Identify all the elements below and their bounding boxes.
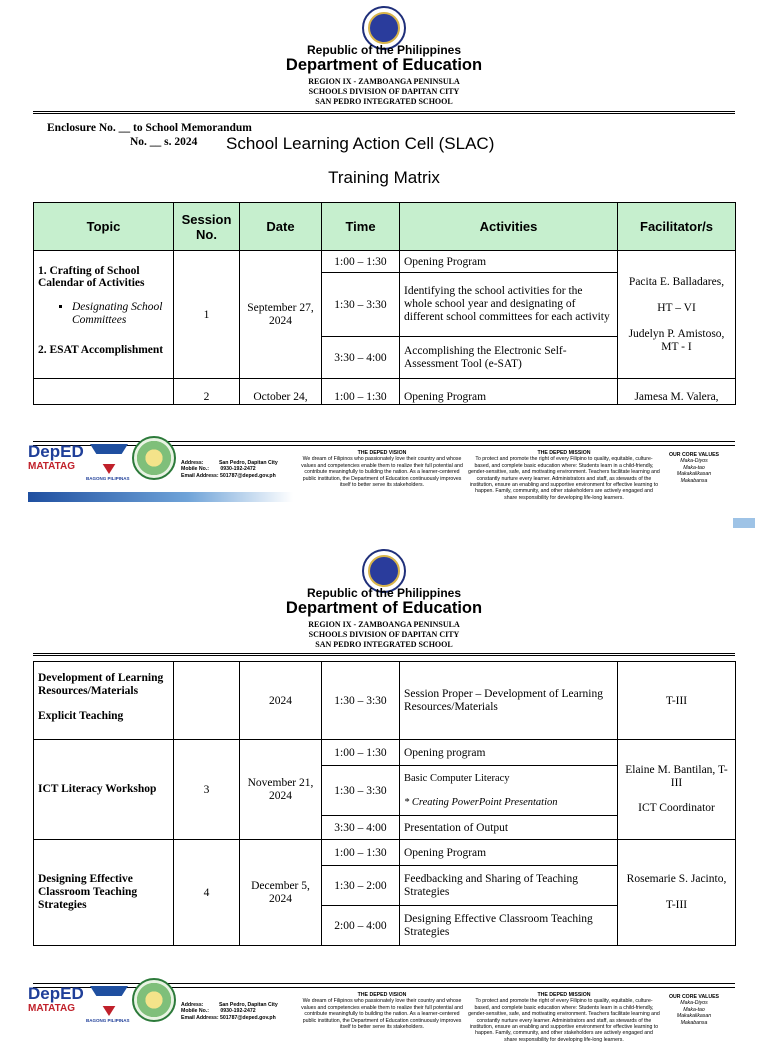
bagong-pilipinas-label: BAGONG PILIPINAS [86, 1018, 130, 1023]
enclosure-line1: Enclosure No. __ to School Memorandum [47, 122, 252, 134]
mobile-label: Mobile No.: [181, 466, 209, 473]
mission-title: THE DEPED MISSION [537, 450, 591, 456]
enclosure-line2: No. __ s. 2024 [130, 136, 198, 148]
vision-block [298, 992, 466, 1030]
mobile-value: 0930-192-2472 [220, 466, 256, 473]
core-values-title: OUR CORE VALUES [668, 994, 720, 1000]
session4-number: 4 [174, 840, 240, 946]
email-value: 501787@deped.gov.ph [220, 472, 276, 479]
vision-block [298, 450, 466, 488]
time-cell: 3:30 – 4:00 [322, 337, 400, 379]
mobile-value: 0930-192-2472 [220, 1008, 256, 1015]
session1-topic1: 1. Crafting of School Calendar of Activities [38, 265, 145, 289]
mission-text: To protect and promote the right of every Filipino to quality, equitable, culture-based, and complete basic education where: Students learn in a child-friendly, gender-sensitive, safe, and motivating environment. Teachers facilitate learning and constantly nurture every learner. Administrators and staff, as stewards of the institution, ensure an enabling and supportive environment for effective learning to happen. Family, community, and other stakeholders are actively engaged and share responsibility for developing life-long learners. [468, 456, 660, 501]
core-value: Makakalikasan [676, 1013, 712, 1020]
time-cell: 1:30 – 3:30 [322, 273, 400, 337]
facilitator-name: Rosemarie S. Jacinto, [626, 873, 727, 885]
core-values-title: OUR CORE VALUES [668, 452, 720, 458]
division-label: SCHOOLS DIVISION OF DAPITAN CITY [308, 630, 460, 639]
facilitator-role: HT – VI [657, 301, 696, 314]
col-session: Session No. [174, 203, 240, 251]
table-row [34, 840, 736, 866]
header-divider [33, 111, 735, 115]
department-title: Department of Education [285, 599, 483, 617]
activity-cell: Presentation of Output [400, 816, 618, 840]
facilitator-name: Judelyn P. Amistoso, MT - I [628, 327, 725, 353]
mobile-label: Mobile No.: [181, 1008, 209, 1015]
core-value: Makabansa [680, 1019, 708, 1026]
session2-topic1: Development of Learning Resources/Materials [38, 672, 164, 697]
training-matrix-table [33, 202, 736, 405]
activity-cell: Session Proper – Development of Learning Resources/Materials [400, 662, 618, 740]
core-value: Makakalikasan [676, 471, 712, 478]
facilitator-role: ICT Coordinator [638, 802, 715, 814]
core-value: Maka-tao [683, 1006, 705, 1013]
core-values-block [664, 994, 724, 1026]
activity-text: Basic Computer Literacy [404, 773, 510, 784]
school-label: SAN PEDRO INTEGRATED SCHOOL [315, 97, 453, 106]
deped-logo: DepED [28, 984, 84, 1003]
deped-logo: DepED [28, 442, 84, 461]
republic-label: Republic of the Philippines [306, 43, 461, 57]
core-value: Makabansa [680, 477, 708, 484]
table-row [34, 662, 736, 740]
col-date: Date [240, 203, 322, 251]
bagong-pilipinas-label: BAGONG PILIPINAS [86, 476, 130, 481]
region-label: REGION IX - ZAMBOANGA PENINSULA [308, 620, 460, 629]
session1-topic-cell [34, 251, 174, 379]
session4-date: December 5, 2024 [240, 840, 322, 946]
activity-cell: Opening Program [400, 379, 618, 405]
activity-cell: Opening Program [400, 840, 618, 866]
session1-topic2: 2. ESAT Accomplishment [38, 344, 164, 356]
session3-date: November 21, 2024 [240, 740, 322, 840]
session1-bullets [72, 301, 169, 327]
matatag-logo: MATATAG [28, 1003, 76, 1014]
address-value: San Pedro, Dapitan City [218, 1002, 278, 1008]
time-cell: 1:00 – 1:30 [322, 740, 400, 766]
session3-facilitators [618, 740, 736, 840]
time-cell: 1:00 – 1:30 [322, 251, 400, 273]
activity-cell: Opening program [400, 740, 618, 766]
slac-title: School Learning Action Cell (SLAC) [226, 134, 495, 153]
republic-label: Republic of the Philippines [306, 586, 461, 600]
table-header-row [34, 203, 736, 251]
mission-title: THE DEPED MISSION [537, 992, 591, 998]
facilitator-name: Pacita E. Balladares, [628, 275, 725, 288]
header-divider [33, 653, 735, 657]
table-row [34, 379, 736, 405]
address-label: Address: [181, 460, 204, 466]
session3-topic: ICT Literacy Workshop [34, 740, 174, 840]
session3-number: 3 [174, 740, 240, 840]
session2-topic-cell [34, 662, 174, 740]
contact-block [181, 1002, 301, 1021]
core-value: Maka-tao [683, 464, 705, 471]
page-footer [28, 432, 740, 522]
col-facilitators: Facilitator/s [618, 203, 736, 251]
table-row [34, 251, 736, 273]
col-topic: Topic [34, 203, 174, 251]
mission-text: To protect and promote the right of every Filipino to quality, equitable, culture-based, and complete basic education where: Students learn in a child-friendly, gender-sensitive, safe, and motivating environment. Teachers facilitate learning and constantly nurture every learner. Administrators and staff, as stewards of the institution, ensure an enabling and supportive environment for effective learning to happen. Family, community, and other stakeholders are actively engaged and share responsibility for developing life-long learners. [468, 998, 660, 1043]
facilitator-role: T-III [665, 899, 688, 911]
session4-facilitators [618, 840, 736, 946]
school-label: SAN PEDRO INTEGRATED SCHOOL [315, 640, 453, 649]
mission-block [468, 450, 660, 501]
email-label: Email Address: [181, 472, 219, 479]
vision-text: We dream of Filipinos who passionately love their country and whose values and competencies enable them to realize their full potential and contribute meaningfully to building the nation. As a learner-centered public institution, the Department of Education continuously improves itself to better serve its stakeholders. [301, 998, 463, 1031]
bagong-pilipinas-icon [90, 986, 128, 1016]
session2-topic-cell [34, 379, 174, 405]
core-value: Maka-Diyos [680, 1000, 708, 1007]
time-cell: 2:00 – 4:00 [322, 906, 400, 946]
activity-note: * Creating PowerPoint Presentation [404, 797, 558, 808]
session1-number: 1 [174, 251, 240, 379]
session4-topic: Designing Effective Classroom Teaching Strategies [34, 840, 174, 946]
session2-number-cell [174, 662, 240, 740]
session1-bullet: ▪ Designating School Committees [72, 301, 169, 327]
time-cell: 3:30 – 4:00 [322, 816, 400, 840]
training-matrix-title: Training Matrix [328, 168, 440, 187]
activity-cell: Accomplishing the Electronic Self-Assessment Tool (e-SAT) [400, 337, 618, 379]
activity-cell: Feedbacking and Sharing of Teaching Strategies [400, 866, 618, 906]
school-seal-icon [132, 436, 176, 480]
page-footer [28, 974, 740, 1043]
facilitator-name: Elaine M. Bantilan, T-III [625, 764, 728, 789]
activity-cell: Identifying the school activities for the whole school year and designating of different school committees for each activity [400, 273, 618, 337]
time-cell: 1:00 – 1:30 [322, 840, 400, 866]
core-values-block [664, 452, 724, 484]
col-activities: Activities [400, 203, 618, 251]
time-cell: 1:30 – 3:30 [322, 662, 400, 740]
mission-block [468, 992, 660, 1043]
footer-band-right [733, 518, 755, 528]
footer-band [28, 492, 293, 502]
time-cell: 1:30 – 3:30 [322, 766, 400, 816]
matatag-logo: MATATAG [28, 461, 76, 472]
school-seal-icon [132, 978, 176, 1022]
department-title: Department of Education [285, 56, 483, 74]
training-matrix-table-continued [33, 661, 736, 946]
time-cell: 1:00 – 1:30 [322, 379, 400, 405]
bagong-pilipinas-icon [90, 444, 128, 474]
contact-block [181, 460, 301, 479]
activity-cell: Opening Program [400, 251, 618, 273]
session1-date: September 27, 2024 [240, 251, 322, 379]
address-value: San Pedro, Dapitan City [218, 460, 278, 466]
activity-cell [400, 766, 618, 816]
session2-topic2: Explicit Teaching [38, 710, 124, 722]
vision-text: We dream of Filipinos who passionately love their country and whose values and competencies enable them to realize their full potential and contribute meaningfully to building the nation. As a learner-centered public institution, the Department of Education continuously improves itself to better serve its stakeholders. [301, 456, 463, 489]
email-label: Email Address: [181, 1014, 219, 1021]
session1-facilitators [618, 251, 736, 379]
col-time: Time [322, 203, 400, 251]
address-label: Address: [181, 1002, 204, 1008]
activity-cell: Designing Effective Classroom Teaching Strategies [400, 906, 618, 946]
email-value: 501787@deped.gov.ph [220, 1014, 276, 1021]
session2-number: 2 [174, 379, 240, 405]
facilitator-name: Jamesa M. Valera, [618, 379, 736, 405]
region-label: REGION IX - ZAMBOANGA PENINSULA [308, 77, 460, 86]
time-cell: 1:30 – 2:00 [322, 866, 400, 906]
session2-date-year: 2024 [240, 662, 322, 740]
facilitator-role: T-III [618, 662, 736, 740]
session2-date: October 24, [240, 379, 322, 405]
vision-title: THE DEPED VISION [357, 450, 407, 456]
division-label: SCHOOLS DIVISION OF DAPITAN CITY [308, 87, 460, 96]
core-value: Maka-Diyos [680, 458, 708, 465]
vision-title: THE DEPED VISION [357, 992, 407, 998]
table-row [34, 740, 736, 766]
